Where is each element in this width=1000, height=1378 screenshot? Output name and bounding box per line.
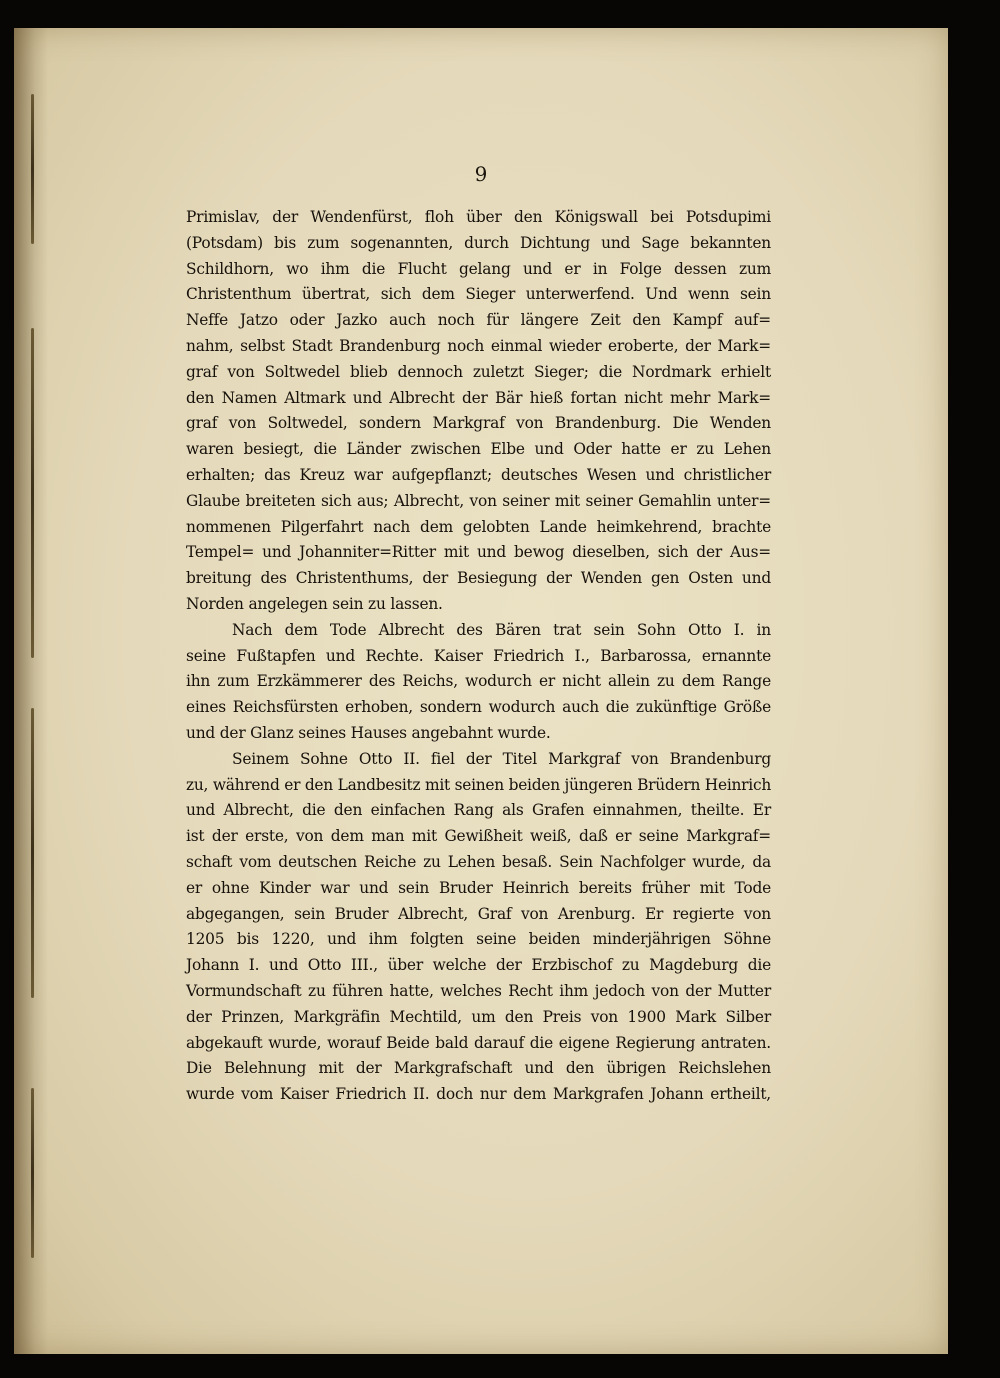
- text-line: Die Belehnung mit der Markgrafschaft und den übrigen Reichslehen: [186, 1059, 771, 1078]
- text-line: graf von Soltwedel blieb dennoch zuletzt Sieger; die Nordmark erhielt: [186, 362, 771, 381]
- text-line: Vormundschaft zu führen hatte, welches Recht ihm jedoch von der Mutter: [186, 981, 771, 1000]
- text-line: Primislav, der Wendenfürst, floh über den Königswall bei Potsdupimi: [186, 208, 771, 226]
- text-line: abgekauft wurde, worauf Beide bald darauf die eigene Regierung antraten.: [186, 1033, 771, 1052]
- text-line: Glaube breiteten sich aus; Albrecht, von seiner mit seiner Gemahlin unter=: [186, 491, 771, 510]
- text-line: 1205 bis 1220, und ihm folgten seine beiden minderjährigen Söhne: [186, 930, 771, 949]
- text-line: der Prinzen, Markgräfin Mechtild, um den Preis von 1900 Mark Silber: [186, 1007, 771, 1026]
- text-line: den Namen Altmark und Albrecht der Bär hieß fortan nicht mehr Mark=: [186, 388, 771, 407]
- text-line: Nach dem Tode Albrecht des Bären trat sein Sohn Otto I. in: [232, 620, 771, 639]
- text-line: (Potsdam) bis zum sogenannten, durch Dichtung und Sage bekannten: [186, 233, 771, 252]
- text-line: ist der erste, von dem man mit Gewißheit weiß, daß er seine Markgraf=: [186, 827, 771, 846]
- page-number: 9: [474, 162, 488, 186]
- text-line: Norden angelegen sein zu lassen.: [186, 594, 443, 613]
- text-line: ihn zum Erzkämmerer des Reichs, wodurch er nicht allein zu dem Range: [186, 672, 771, 691]
- text-line: eines Reichsfürsten erhoben, sondern wodurch auch die zukünftige Größe: [186, 698, 771, 717]
- text-line: Neffe Jatzo oder Jazko auch noch für längere Zeit den Kampf auf=: [186, 311, 771, 330]
- text-line: graf von Soltwedel, sondern Markgraf von Brandenburg. Die Wenden: [186, 414, 771, 433]
- text-line: waren besiegt, die Länder zwischen Elbe und Oder hatte er zu Lehen: [186, 440, 771, 459]
- text-line: seine Fußtapfen und Rechte. Kaiser Friedrich I., Barbarossa, ernannte: [186, 646, 771, 665]
- text-line: und der Glanz seines Hauses angebahnt wurde.: [186, 723, 551, 742]
- binding-thread: [31, 328, 34, 658]
- body-text: [186, 205, 771, 1108]
- text-line: Johann I. und Otto III., über welche der Erzbischof zu Magdeburg die: [186, 956, 771, 975]
- text-line: Schildhorn, wo ihm die Flucht gelang und er in Folge dessen zum: [186, 259, 771, 278]
- text-line: Christenthum übertrat, sich dem Sieger unterwerfend. Und wenn sein: [186, 285, 771, 304]
- text-line: schaft vom deutschen Reiche zu Lehen besaß. Sein Nachfolger wurde, da: [186, 852, 771, 871]
- text-line: zu, während er den Landbesitz mit seinen beiden jüngeren Brüdern Heinrich: [186, 775, 771, 794]
- text-line: erhalten; das Kreuz war aufgepflanzt; deutsches Wesen und christlicher: [186, 465, 771, 484]
- text-line: Tempel= und Johanniter=Ritter mit und bewog dieselben, sich der Aus=: [186, 543, 771, 562]
- binding-thread: [31, 1088, 34, 1258]
- text-line: wurde vom Kaiser Friedrich II. doch nur dem Markgrafen Johann ertheilt,: [186, 1085, 771, 1104]
- text-line: er ohne Kinder war und sein Bruder Heinrich bereits früher mit Tode: [186, 878, 771, 897]
- text-line: nommenen Pilgerfahrt nach dem gelobten Lande heimkehrend, brachte: [186, 517, 771, 536]
- binding-thread: [31, 708, 34, 998]
- text-line: abgegangen, sein Bruder Albrecht, Graf von Arenburg. Er regierte von: [186, 904, 771, 923]
- text-line: nahm, selbst Stadt Brandenburg noch einmal wieder eroberte, der Mark=: [186, 336, 771, 355]
- paper-sheet: [14, 28, 948, 1354]
- text-line: Seinem Sohne Otto II. fiel der Titel Markgraf von Brandenburg: [232, 749, 771, 768]
- text-line: und Albrecht, die den einfachen Rang als Grafen einnahmen, theilte. Er: [186, 801, 771, 820]
- text-line: breitung des Christenthums, der Besiegung der Wenden gen Osten und: [186, 569, 771, 588]
